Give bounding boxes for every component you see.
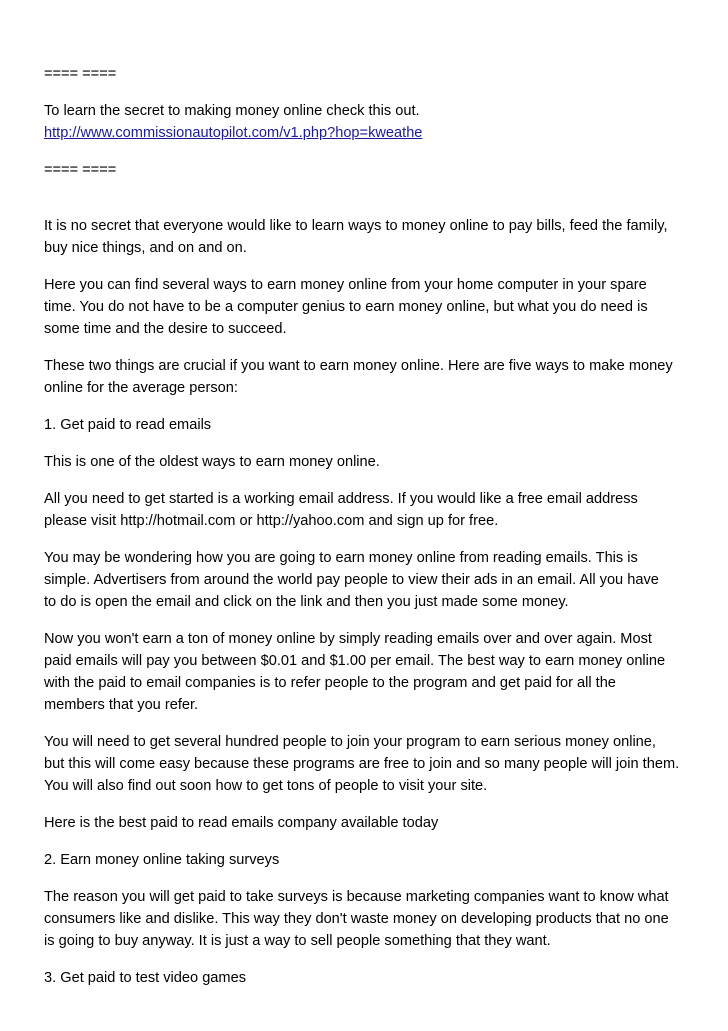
text-line: members that you refer. (44, 697, 199, 713)
text-line: time. You do not have to be a computer genius to earn money online, but what you do need is (44, 299, 648, 315)
text-line: Here you can find several ways to earn money online from your home computer in your spare (44, 277, 647, 293)
section-heading-2 (44, 849, 724, 871)
text-line: but this will come easy because these programs are free to join and so many people will join them. (44, 756, 680, 772)
text-line: buy nice things, and on and on. (44, 240, 247, 256)
text-line: These two things are crucial if you want to earn money online. Here are five ways to make money (44, 358, 673, 374)
promo-link[interactable]: http://www.commissionautopilot.com/v1.php?hop=kweathe (44, 125, 423, 141)
paragraph-intro (44, 215, 724, 259)
spacer (44, 196, 724, 215)
text-line: consumers like and dislike. This way they don't waste money on developing products that no one (44, 911, 669, 927)
text-line: Now you won't earn a ton of money online by simply reading emails over and over again. Most (44, 631, 652, 647)
separator-text: ==== ==== (44, 162, 117, 178)
text-line: You will need to get several hundred people to join your program to earn serious money online, (44, 734, 656, 750)
text-line: is going to buy anyway. It is just a way to sell people something that they want. (44, 933, 551, 949)
promo-block (44, 100, 724, 144)
text-line: This is one of the oldest ways to earn money online. (44, 454, 380, 470)
paragraph-ways (44, 274, 724, 340)
paragraph-best-company (44, 812, 724, 834)
heading-text: 2. Earn money online taking surveys (44, 852, 280, 868)
paragraph-crucial (44, 355, 724, 399)
promo-text: To learn the secret to making money online check this out. (44, 103, 420, 119)
heading-text: 1. Get paid to read emails (44, 417, 212, 433)
heading-text: 3. Get paid to test video games (44, 970, 246, 986)
paragraph-email-address (44, 488, 724, 532)
text-line: please visit http://hotmail.com or http://yahoo.com and sign up for free. (44, 513, 499, 529)
text-line: online for the average person: (44, 380, 238, 396)
text-line: You will also find out soon how to get tons of people to visit your site. (44, 778, 488, 794)
separator-text: ==== ==== (44, 66, 117, 82)
paragraph-ton-of-money (44, 628, 724, 716)
text-line: paid emails will pay you between $0.01 and $1.00 per email. The best way to earn money online (44, 653, 666, 669)
text-line: The reason you will get paid to take surveys is because marketing companies want to know what (44, 889, 669, 905)
paragraph-wondering (44, 547, 724, 613)
paragraph-several-hundred (44, 731, 724, 797)
section-heading-1 (44, 414, 724, 436)
text-line: with the paid to email companies is to refer people to the program and get paid for all the (44, 675, 616, 691)
text-line: some time and the desire to succeed. (44, 321, 287, 337)
header-separator-bottom (44, 159, 724, 181)
text-line: It is no secret that everyone would like to learn ways to money online to pay bills, feed the family, (44, 218, 668, 234)
text-line: Here is the best paid to read emails company available today (44, 815, 439, 831)
document-page (44, 63, 724, 1004)
paragraph-oldest (44, 451, 724, 473)
text-line: to do is open the email and click on the link and then you just made some money. (44, 594, 569, 610)
paragraph-surveys (44, 886, 724, 952)
header-separator-top (44, 63, 724, 85)
text-line: All you need to get started is a working email address. If you would like a free email address (44, 491, 638, 507)
section-heading-3 (44, 967, 724, 989)
text-line: You may be wondering how you are going to earn money online from reading emails. This is (44, 550, 638, 566)
text-line: simple. Advertisers from around the world pay people to view their ads in an email. All you have (44, 572, 659, 588)
